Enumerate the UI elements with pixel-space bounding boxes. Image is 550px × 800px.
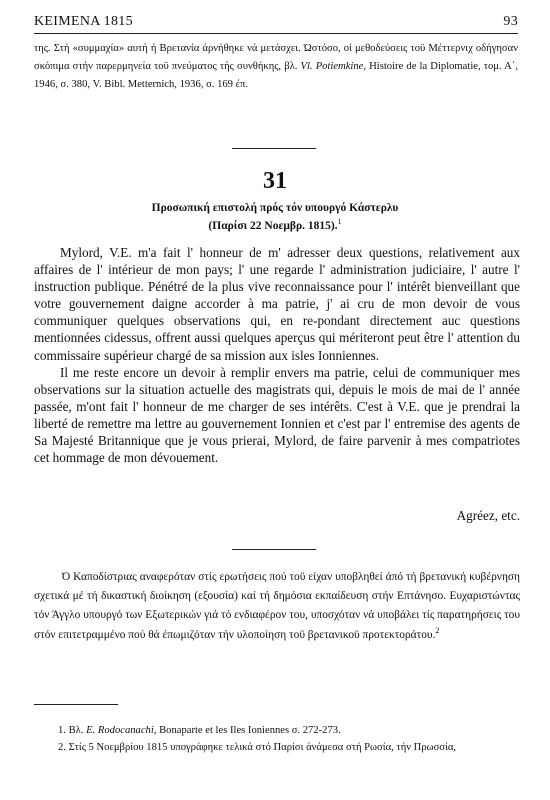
letter-body xyxy=(34,244,520,466)
footnote-1-prefix: Βλ. xyxy=(68,725,87,736)
letter-paragraph-2: Il me reste encore un devoir à remplir envers ma patrie, celui de communiquer mes observations sur la situation actuelle des magistrats qui, depuis le mois de mai de l' année passée, m'ont fait l' honneur de me charger de ses intérêts. C'est à V.E. que je prendrai la liberté de remettre ma lettre au gouvernement Ionnien et c'est par l' entremise des agents de Sa Majesté Britannique que je vous prierai, Mylord, de faire parvenir à mes compatriotes cet hommage de mon dévouement. xyxy=(34,364,520,466)
section-divider-2 xyxy=(232,549,316,550)
footnote-2-number: 2. xyxy=(58,742,66,753)
footnote-ref-1: 1 xyxy=(337,217,342,227)
header-title: ΚΕΙΜΕΝΑ 1815 xyxy=(34,14,133,29)
letter-closing: Agréez, etc. xyxy=(456,508,520,523)
document-number: 31 xyxy=(263,168,287,194)
letter-paragraph-1: Mylord, V.E. m'a fait l' honneur de m' adresser deux questions, relativement aux affaires de l' intérieur de mon pays; l' une regarde l' administration judiciaire, l' autre l' instruction publique. Pénétré de la plus vive reconnaissance pour l' intérêt bienveillant que votre gouvernement daigne accorder à ma patrie, j' ai cru de mon devoir de vous communiquer quelques observations qui, en re-pondant directement auc questions mentionnées cidessus, offrent aussi quelques aperçus qui mériteront peut être l' attention du commissaire supérieur chargé de sa mission aux isles Ionniennes. xyxy=(34,245,520,363)
footnote-1-text: Bonaparte et les Iles Ioniennes σ. 272-273. xyxy=(156,725,341,736)
document-date xyxy=(0,218,550,234)
footnote-ref-2: 2 xyxy=(435,625,440,635)
section-divider xyxy=(232,148,316,149)
note-text-after: Histoire de la Diplomatie, τομ. Α΄, 1946, σ. 380, V. Bibl. Metternich, 1936, σ. 169 έπ. xyxy=(34,61,518,90)
document-title: Προσωπική επιστολή πρός τόν υπουργό Κάστερλυ xyxy=(151,202,399,214)
continued-footnote xyxy=(34,40,518,94)
footnote-1-author: E. Rodocanachi, xyxy=(86,725,157,736)
footnote-1 xyxy=(34,722,520,739)
footnote-rule xyxy=(34,704,118,705)
running-header xyxy=(34,14,518,32)
page-number: 93 xyxy=(503,14,518,29)
footnotes xyxy=(34,722,520,756)
note-author: Vl. Potiemkine, xyxy=(300,61,367,72)
footnote-1-number: 1. xyxy=(58,725,66,736)
header-rule xyxy=(34,33,518,34)
footnote-2 xyxy=(34,739,520,756)
editor-commentary xyxy=(34,568,520,645)
footnote-2-text: Στίς 5 Νοεμβρίου 1815 υπογράφηκε τελικά στό Παρίσι άνάμεσα στή Ρωσία, τήν Πρωσσία, xyxy=(68,742,457,753)
document-date-text: (Παρίσι 22 Νοεμβρ. 1815). xyxy=(208,220,338,232)
commentary-text: Ό Καποδίστριας αναφερόταν στίς ερωτήσεις πού τοϋ είχαν υποβληθεί άπό τή βρετανική κυβέρνηση σχετικά μέ τή δικαστική διοίκηση (εξουσία) καί τή δημόσια εκπαίδευση στήν Επτάνησο. Ευχαριστώντας τόν Άγγλο υπουργό των Εξωτερικών γιά τό ενδιαφέρον του, υποσχόταν νά υποβάλει τίς παρατηρήσεις του στόν επιτετραμμένο πού θά έπωμιζόταν τήν υλοποίηση τοϋ βρετανικοϋ προτεκτοράτου. xyxy=(34,571,520,641)
note-text-before: της. Στή «συμμαχία» αυτή ή Βρετανία άρνήθηκε νά μετάσχει. Ώστόσο, οί μεθοδεύσεις τοϋ Μέττερνιχ οδήγησαν σκόπιμα στήν παρερμηνεία τοϋ πνεύματος τής συνθήκης, βλ. xyxy=(34,43,518,72)
